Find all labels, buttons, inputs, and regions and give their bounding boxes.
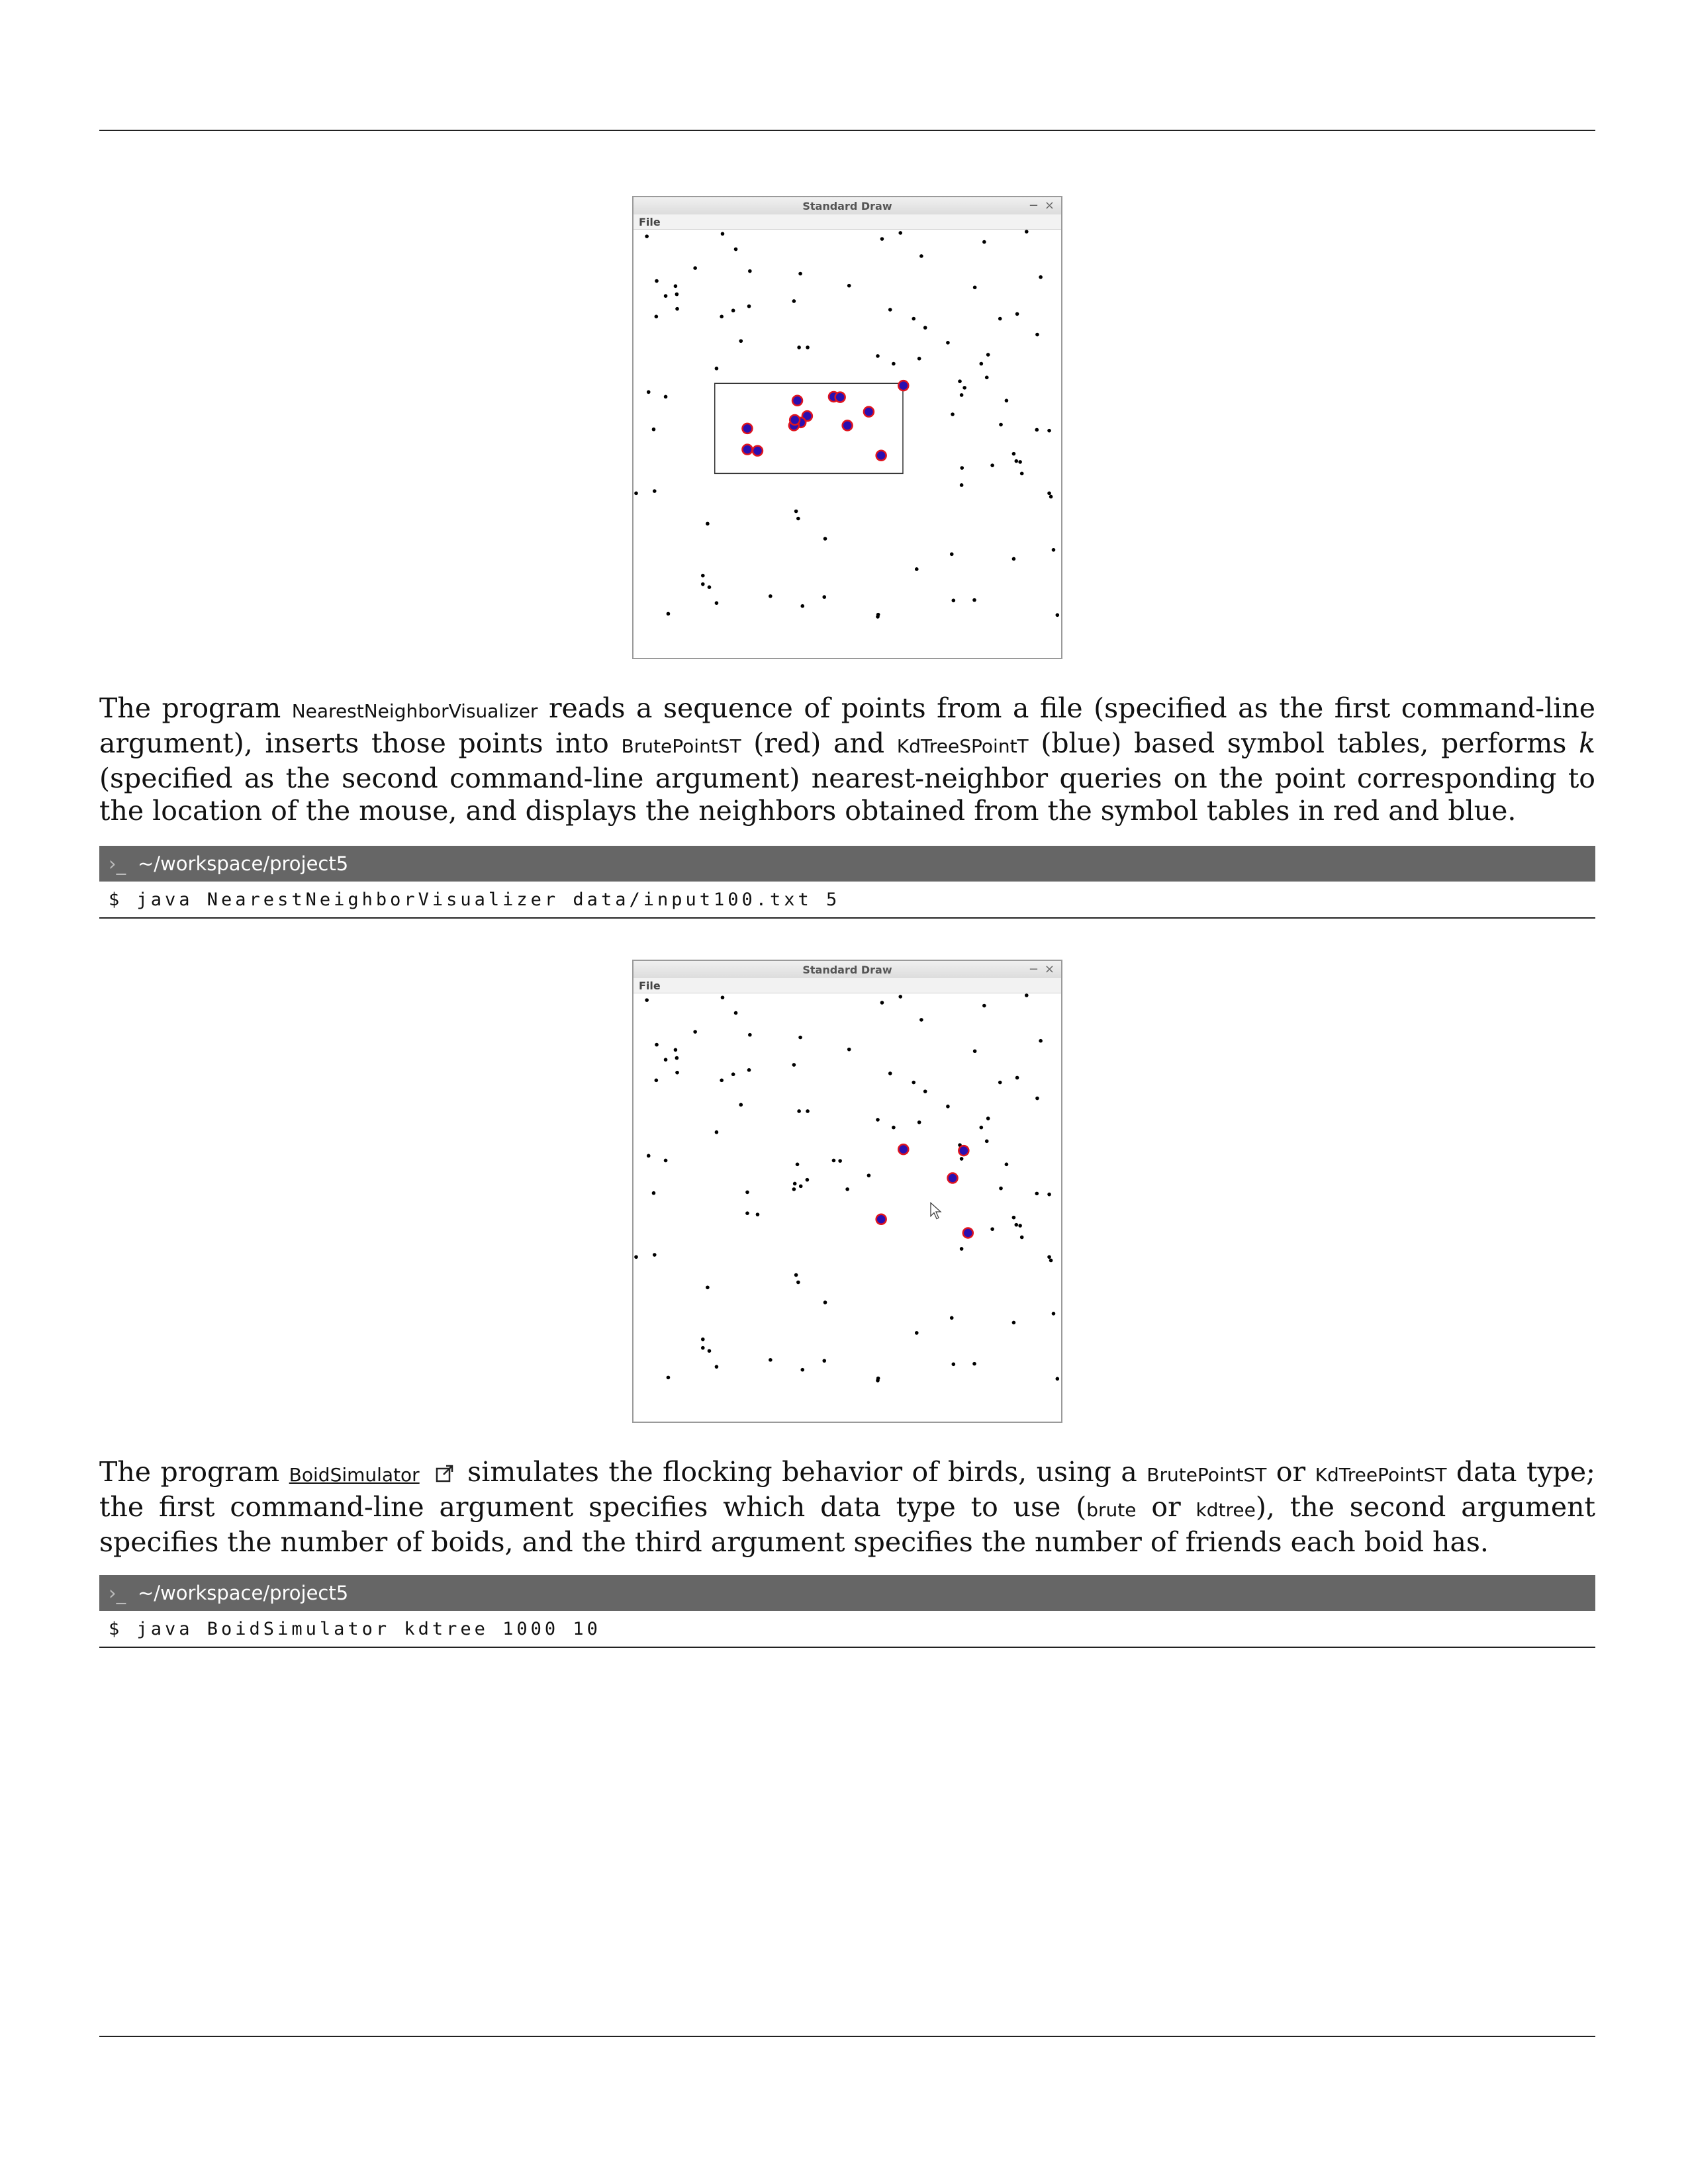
mouse-cursor-icon [931,1203,941,1219]
data-point [1047,491,1051,495]
data-point [675,293,679,296]
text-run: The program [99,692,292,724]
close-icon[interactable]: × [1044,199,1055,212]
data-point [952,598,956,602]
data-point [706,1285,710,1289]
neighbor-point [835,392,845,402]
data-point [792,1187,796,1191]
data-point [645,234,649,238]
minimize-icon[interactable]: − [1028,962,1039,976]
data-point [892,362,896,366]
data-point [898,995,902,999]
data-point [747,1068,751,1072]
data-point [822,595,826,599]
data-point [1047,429,1051,433]
data-point [867,1173,871,1177]
data-point [898,231,902,235]
data-point [973,1049,977,1053]
code-nearest-neighbor-visualizer: NearestNeighborVisualizer [291,700,538,722]
data-point [962,386,966,390]
data-point [888,308,892,312]
data-point [982,240,986,244]
data-point [745,1211,749,1215]
data-point [745,1191,749,1195]
data-point [721,995,725,999]
text-run: The program [99,1456,289,1488]
data-point [1012,557,1016,561]
text-run: or [1136,1491,1196,1523]
data-point [919,254,923,258]
data-point [792,1063,796,1067]
data-point [1025,993,1029,997]
neighbor-point [959,1146,968,1156]
data-point [876,354,880,358]
menu-bar [633,214,1061,230]
data-point [701,574,705,578]
data-point [796,1281,800,1285]
data-point [917,357,921,361]
data-point [647,1154,651,1158]
data-point [990,463,994,467]
data-point [655,315,659,319]
data-point [655,1079,659,1083]
menu-file[interactable]: File [639,979,661,992]
data-point [806,1109,810,1113]
window-title: Standard Draw [802,964,892,976]
window-title: Standard Draw [802,200,892,212]
data-point [796,517,800,521]
data-point [1039,1039,1043,1043]
code-brute-point-st: BrutePointST [1147,1464,1267,1486]
data-point [1049,495,1053,499]
terminal-header-2 [99,1575,1595,1611]
neighbor-point [948,1173,958,1183]
terminal-command-2[interactable] [99,1611,1595,1648]
data-point [912,1081,915,1085]
data-point [794,1273,798,1277]
data-point [1015,312,1019,316]
command-text: $ java NearestNeighborVisualizer data/input100.txt 5 [109,889,841,910]
text-run: data type; the first command-line argument specifies which data type to use ( [99,1456,1595,1523]
data-point [960,1157,964,1161]
data-point [960,483,964,487]
data-point [799,1185,803,1189]
data-point [664,1058,668,1062]
data-point [800,1368,804,1372]
data-point [797,1109,801,1113]
data-point [880,237,884,241]
window-titlebar[interactable] [633,197,1061,214]
data-point [647,390,651,394]
draw-canvas[interactable] [633,229,1061,658]
data-point [998,1081,1002,1085]
data-point [756,1212,760,1216]
data-point [769,1358,773,1362]
data-point [880,1001,884,1005]
terminal-command-1[interactable] [99,882,1595,919]
data-point [794,510,798,514]
data-point [734,1011,738,1015]
data-point [798,1036,802,1040]
terminal-icon: ›_ [109,852,126,875]
data-point [747,304,751,308]
data-point [973,285,977,289]
data-point [715,1365,719,1369]
menu-file[interactable]: File [639,216,661,228]
code-brute-point-st: BrutePointST [621,735,741,757]
data-point [960,466,964,470]
data-point [664,1159,668,1163]
data-point [985,1140,989,1144]
code-brute: brute [1086,1499,1137,1521]
data-point [1012,1216,1016,1220]
data-point [950,1316,954,1320]
data-point [748,1033,752,1037]
data-point [1035,333,1039,337]
close-icon[interactable]: × [1044,962,1055,976]
data-point [715,1130,719,1134]
data-point [675,1056,679,1060]
math-k: k [1579,727,1595,759]
data-point [1035,1097,1039,1101]
data-point [720,1079,724,1083]
data-point [985,376,989,380]
data-point [1012,452,1016,456]
data-point [652,428,656,432]
data-point [823,537,827,541]
data-point [999,1187,1003,1191]
bottom-rule [99,2036,1595,2037]
text-run: (specified as the second command-line argument) nearest-neighbor queries on the point corresponding to the location of the mouse, and displays the neighbors obtained from the symbol tables in red and blue. [99,762,1595,827]
data-point [845,1187,849,1191]
data-point [806,345,810,349]
data-point [798,272,802,276]
data-point [876,1118,880,1122]
data-point [998,317,1002,321]
data-point [952,1362,956,1366]
data-point [796,1163,800,1167]
data-point [1035,1192,1039,1196]
standard-draw-window-1[interactable] [632,196,1062,659]
data-point [972,598,976,602]
data-point [980,1126,984,1130]
neighbor-point [898,1144,908,1154]
data-point [986,353,990,357]
data-point [822,1359,826,1363]
data-point [876,615,880,619]
data-point [980,362,984,366]
data-point [664,395,668,399]
data-point [960,393,964,397]
data-point [739,1103,743,1107]
data-point [1056,1377,1060,1381]
data-point [731,308,735,312]
data-point [915,567,919,571]
data-point [832,1159,836,1163]
data-point [1052,1312,1056,1316]
data-point [1020,1236,1024,1240]
data-point [715,601,719,605]
data-point [1005,1163,1009,1167]
data-point [982,1004,986,1008]
data-point [847,284,851,288]
data-point [674,284,678,288]
data-point [634,491,638,495]
data-point [917,1120,921,1124]
data-point [986,1116,990,1120]
data-point [806,1178,810,1182]
text-run: (red) and [741,727,897,759]
data-point [1047,1255,1051,1259]
code-kdtree-point-st: KdTreeSPointT [896,735,1029,757]
neighbor-point [843,420,853,430]
data-point [800,604,804,608]
text-run: simulates the flocking behavior of birds, using a [457,1456,1147,1488]
data-point [701,1346,705,1350]
neighbor-point [742,445,752,455]
data-point [838,1159,842,1163]
data-point [946,341,950,345]
data-point [915,1331,919,1335]
terminal-header-1 [99,846,1595,882]
terminal-path: ~/workspace/project5 [138,852,349,875]
data-point [667,612,671,616]
data-point [701,582,705,586]
text-run: ), the second argument specifies the number of boids, and the third argument specifies the number of friends each boid has. [99,1491,1596,1558]
text-run: reads a sequence of points from a file (specified as the first command-line argument), inserts those points into [99,692,1595,759]
neighbor-point [753,446,763,456]
window-titlebar[interactable] [633,961,1061,978]
data-point [923,326,927,330]
data-point [675,307,679,311]
draw-canvas[interactable] [633,993,1061,1422]
data-point [1025,230,1029,234]
data-point [655,1043,659,1047]
data-point [701,1338,705,1342]
data-point [1014,459,1018,463]
data-point [693,266,697,270]
menu-bar [633,978,1061,993]
data-point [715,367,719,371]
data-point [1015,1076,1019,1080]
data-point [923,1089,927,1093]
data-point [748,269,752,273]
data-point [1020,472,1024,476]
data-point [693,1030,697,1034]
data-point [655,279,659,283]
data-point [720,315,724,319]
data-point [1049,1259,1053,1263]
data-point [990,1227,994,1231]
description-paragraph-1 [99,692,1595,827]
external-link-icon[interactable] [436,1464,454,1482]
data-point [950,552,954,556]
neighbor-point [864,407,874,417]
data-point [1012,1321,1016,1325]
neighbor-point [742,424,752,433]
terminal-path: ~/workspace/project5 [138,1582,349,1604]
data-point [1052,548,1056,552]
data-point [706,522,710,525]
data-point [708,1349,712,1353]
data-point [888,1071,892,1075]
data-point [793,1182,797,1186]
data-point [664,294,668,298]
data-point [912,317,915,321]
data-point [1056,614,1060,617]
data-point [999,423,1003,427]
data-point [958,379,962,383]
data-point [876,1379,880,1383]
data-point [675,1071,679,1075]
neighbor-point [790,415,800,425]
data-point [653,1253,657,1257]
data-point [769,594,773,598]
code-kdtree-point-st: KdTreePointST [1315,1464,1447,1486]
data-point [734,248,738,251]
data-point [1014,1223,1018,1227]
text-run: or [1266,1456,1315,1488]
neighbor-point [963,1228,973,1238]
data-point [1047,1193,1051,1197]
data-point [792,299,796,303]
command-text: $ java BoidSimulator kdtree 1000 10 [109,1619,601,1639]
data-point [1018,460,1022,464]
data-point [652,1191,656,1195]
data-point [708,585,712,589]
neighbor-point [876,1214,886,1224]
data-point [739,339,743,343]
neighbor-point [792,396,802,406]
data-point [667,1376,671,1380]
data-point [951,412,955,416]
data-point [721,232,725,236]
terminal-icon: ›_ [109,1582,126,1604]
minimize-icon[interactable]: − [1028,199,1039,212]
link-boid-simulator[interactable]: BoidSimulator [289,1464,420,1486]
data-point [847,1048,851,1052]
code-kdtree: kdtree [1196,1499,1256,1521]
data-point [797,345,801,349]
data-point [731,1072,735,1076]
top-rule [99,130,1595,131]
data-point [946,1105,950,1109]
data-point [674,1048,678,1052]
data-point [653,489,657,493]
data-point [1005,399,1009,403]
standard-draw-window-2[interactable] [632,960,1062,1423]
data-point [634,1255,638,1259]
data-point [960,1247,964,1251]
data-point [1035,428,1039,432]
description-paragraph-2 [99,1456,1595,1559]
data-point [919,1018,923,1022]
data-point [972,1362,976,1366]
data-point [823,1300,827,1304]
data-point [892,1126,896,1130]
text-run: (blue) based symbol tables, performs [1028,727,1579,759]
neighbor-point [898,381,908,390]
data-point [1018,1224,1022,1228]
data-point [1039,275,1043,279]
data-point [645,998,649,1002]
neighbor-point [876,451,886,461]
